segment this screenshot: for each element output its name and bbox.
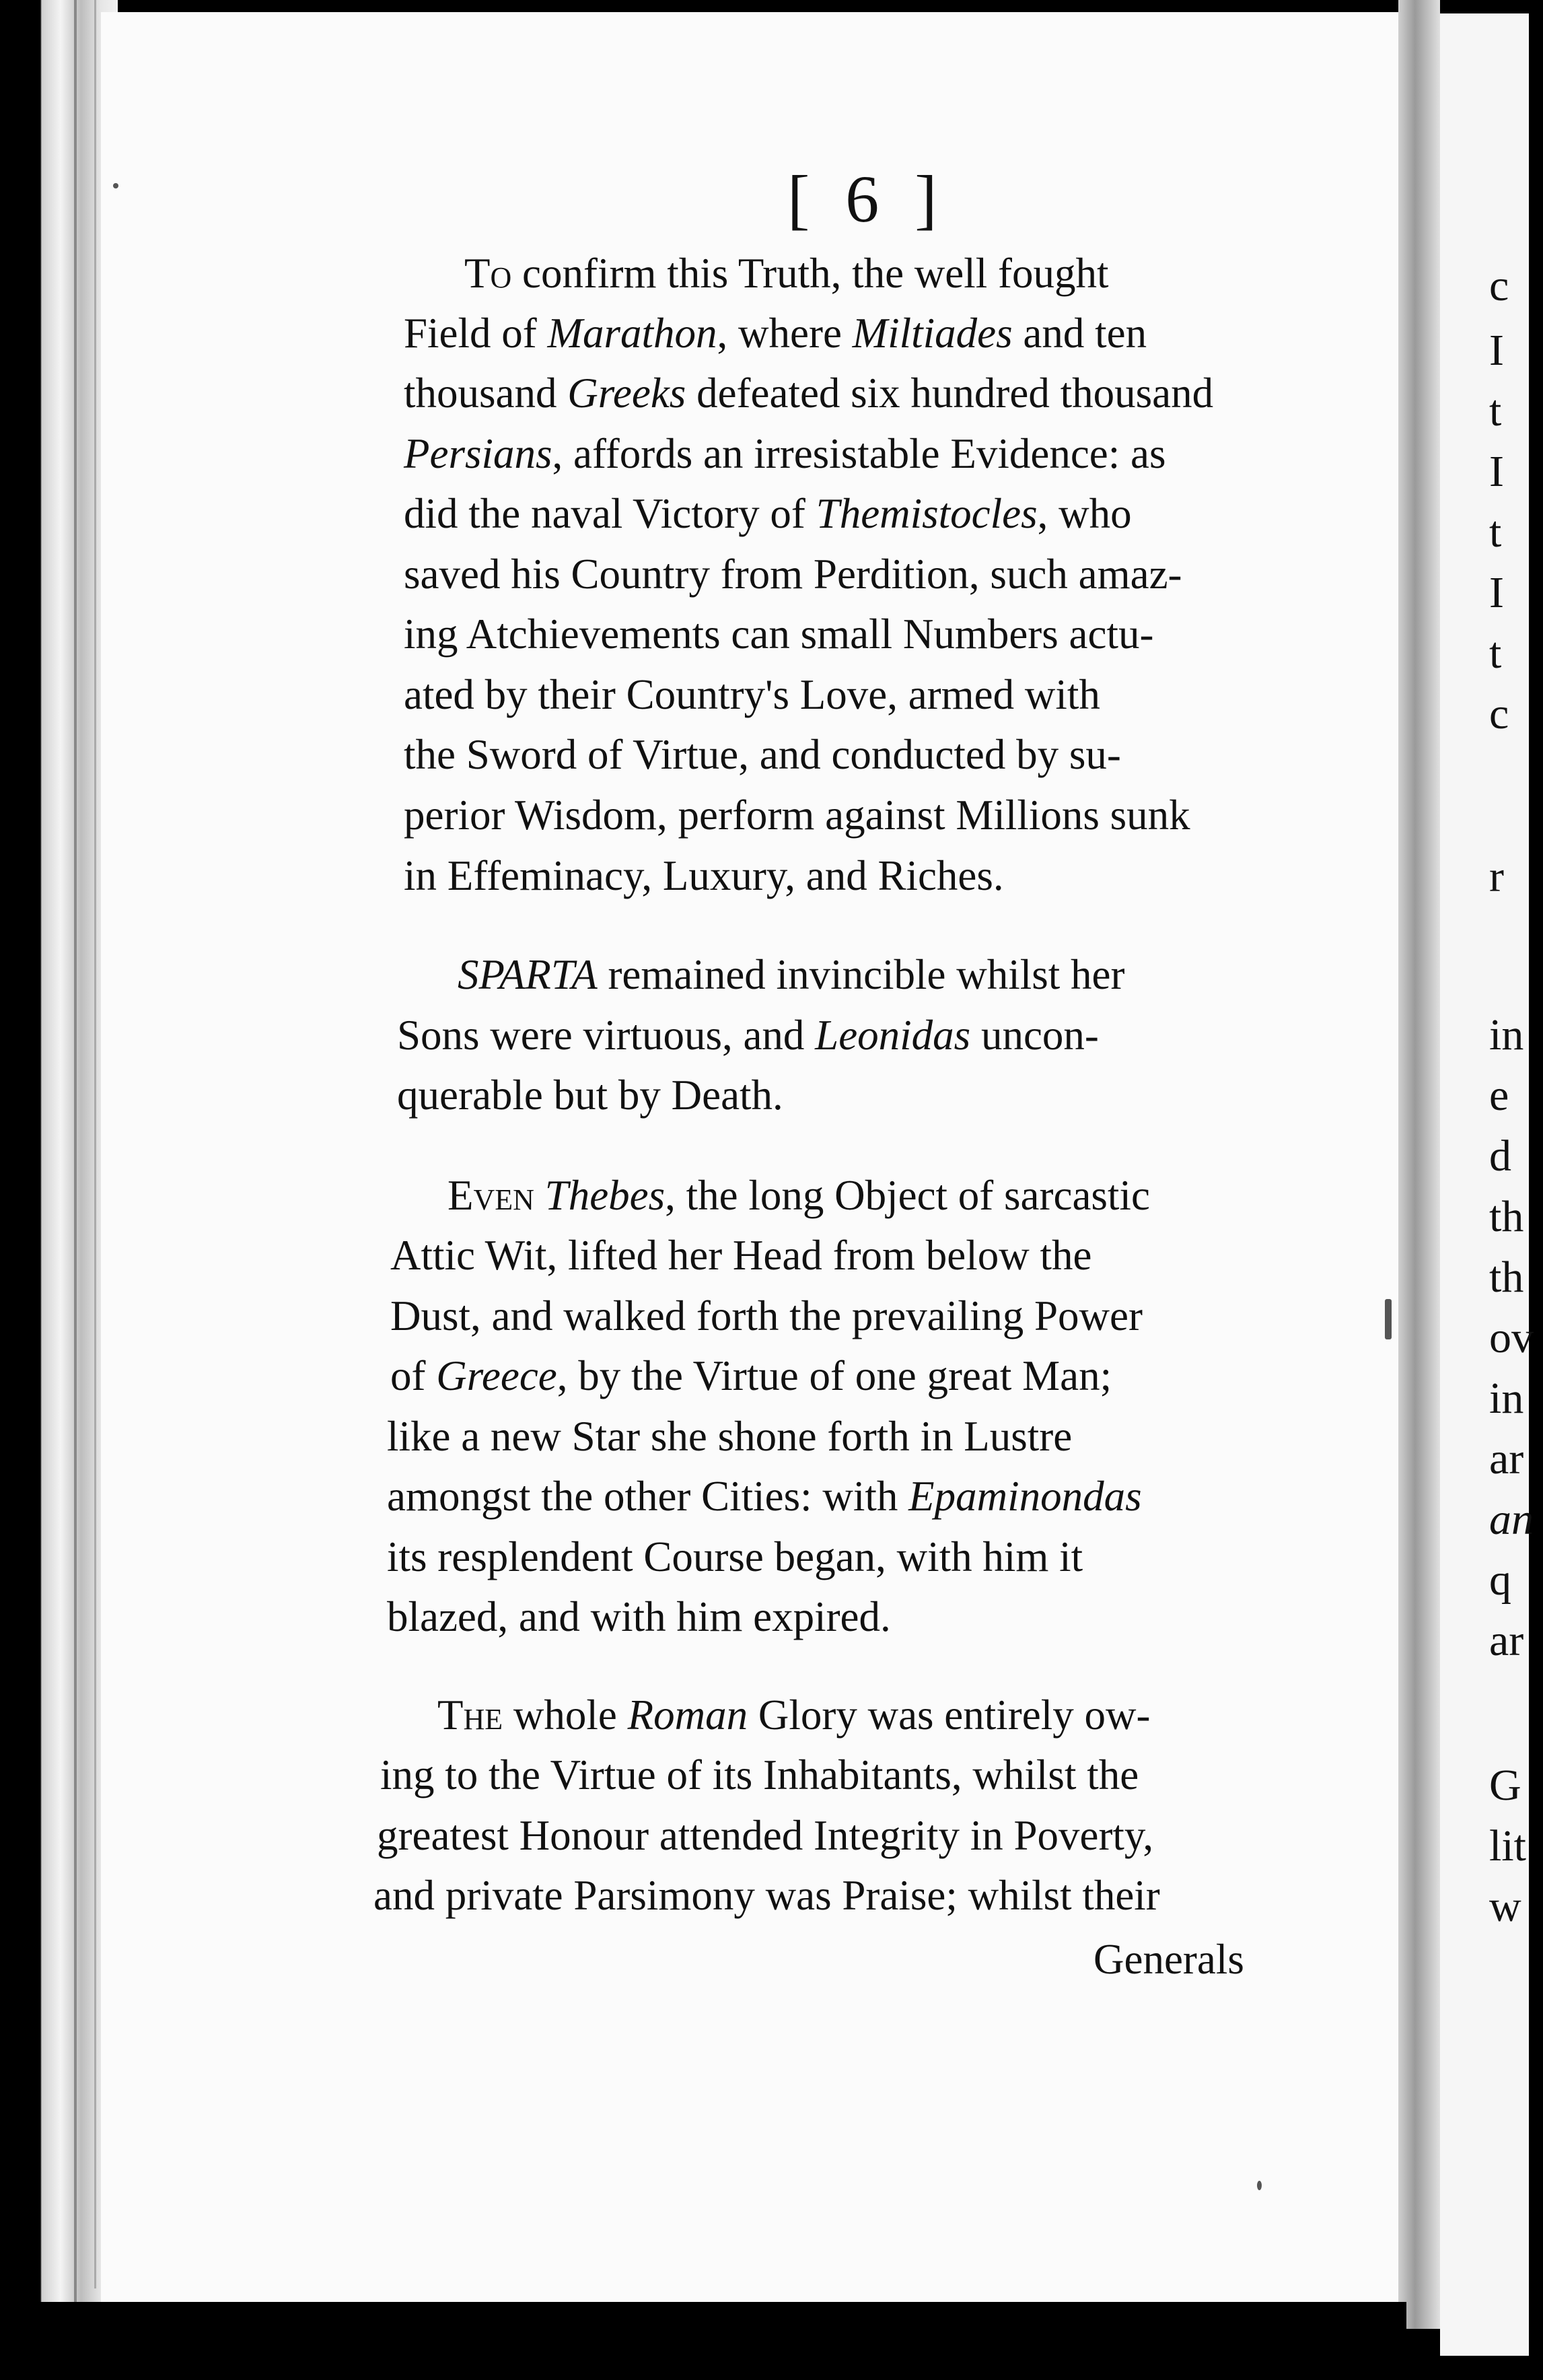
binding-edge-line — [94, 0, 96, 2288]
text-line: The whole Roman Glory was entirely ow- — [437, 1691, 1151, 1739]
text-fragment: e — [1489, 1071, 1509, 1120]
text-line: greatest Honour attended Integrity in Poverty, — [377, 1812, 1154, 1859]
text-fragment: w — [1489, 1882, 1521, 1931]
text-fragment: in — [1489, 1010, 1524, 1059]
text-line: ated by their Country's Love, armed with — [404, 671, 1100, 718]
text-fragment: th — [1489, 1192, 1524, 1241]
text-fragment: t — [1489, 386, 1502, 435]
text-line: Attic Wit, lifted her Head from below the — [390, 1232, 1092, 1279]
text-fragment: c — [1489, 261, 1509, 310]
text-line: amongst the other Cities: with Epaminondas — [387, 1473, 1142, 1520]
text-fragment: ar — [1489, 1434, 1524, 1483]
text-line: Sons were virtuous, and Leonidas uncon- — [397, 1012, 1099, 1059]
text-line: in Effeminacy, Luxury, and Riches. — [404, 852, 1004, 899]
text-line: perior Wisdom, perform against Millions sunk — [404, 792, 1190, 839]
text-fragment: I — [1489, 326, 1504, 375]
scan-bottom-shadow — [40, 2302, 1406, 2380]
paper-speck — [1257, 2181, 1262, 2190]
text-line: blazed, and with him expired. — [387, 1593, 891, 1640]
text-fragment: ar — [1489, 1616, 1524, 1665]
text-fragment: I — [1489, 447, 1504, 496]
text-fragment: th — [1489, 1253, 1524, 1302]
book-binding — [0, 0, 118, 2380]
text-line: of Greece, by the Virtue of one great Man; — [390, 1352, 1112, 1399]
text-line: SPARTA remained invincible whilst her — [458, 951, 1125, 998]
paper-speck — [113, 183, 118, 188]
text-line: saved his Country from Perdition, such amaz- — [404, 551, 1182, 598]
text-fragment: lit — [1489, 1821, 1527, 1870]
text-fragment: q — [1489, 1555, 1511, 1605]
text-fragment: G — [1489, 1761, 1521, 1810]
text-fragment: t — [1489, 508, 1502, 557]
page-number: [ 6 ] — [787, 162, 947, 236]
text-line: Dust, and walked forth the prevailing Power — [390, 1292, 1143, 1339]
text-line: ing Atchievements can small Numbers actu- — [404, 610, 1154, 658]
text-fragment: r — [1489, 852, 1504, 901]
text-line: To confirm this Truth, the well fought — [464, 250, 1109, 297]
text-line: its resplendent Course began, with him it — [387, 1533, 1083, 1580]
text-fragment: c — [1489, 689, 1509, 738]
text-fragment: I — [1489, 568, 1504, 617]
text-line: Persians, affords an irresistable Evidence: as — [404, 430, 1166, 477]
text-line: did the naval Victory of Themistocles, who — [404, 490, 1132, 537]
text-line: thousand Greeks defeated six hundred thousand — [404, 370, 1214, 417]
text-line: like a new Star she shone forth in Lustre — [387, 1413, 1073, 1460]
binding-edge-line — [74, 0, 77, 2380]
catchword: Generals — [1093, 1936, 1244, 1983]
text-fragment: ov — [1489, 1313, 1534, 1362]
text-fragment: an — [1489, 1495, 1534, 1544]
text-line: and private Parsimony was Praise; whilst their — [373, 1872, 1160, 1919]
text-line: the Sword of Virtue, and conducted by su- — [404, 731, 1121, 778]
text-fragment: in — [1489, 1374, 1524, 1423]
text-line: querable but by Death. — [397, 1072, 783, 1119]
text-line: Field of Marathon, where Miltiades and ten — [404, 310, 1147, 357]
text-line: Even Thebes, the long Object of sarcastic — [447, 1172, 1150, 1219]
text-fragment: t — [1489, 629, 1502, 678]
text-fragment: d — [1489, 1131, 1511, 1181]
page-gutter — [1398, 0, 1440, 2329]
text-line: ing to the Virtue of its Inhabitants, whilst the — [380, 1751, 1139, 1798]
paper-mark — [1385, 1299, 1392, 1339]
